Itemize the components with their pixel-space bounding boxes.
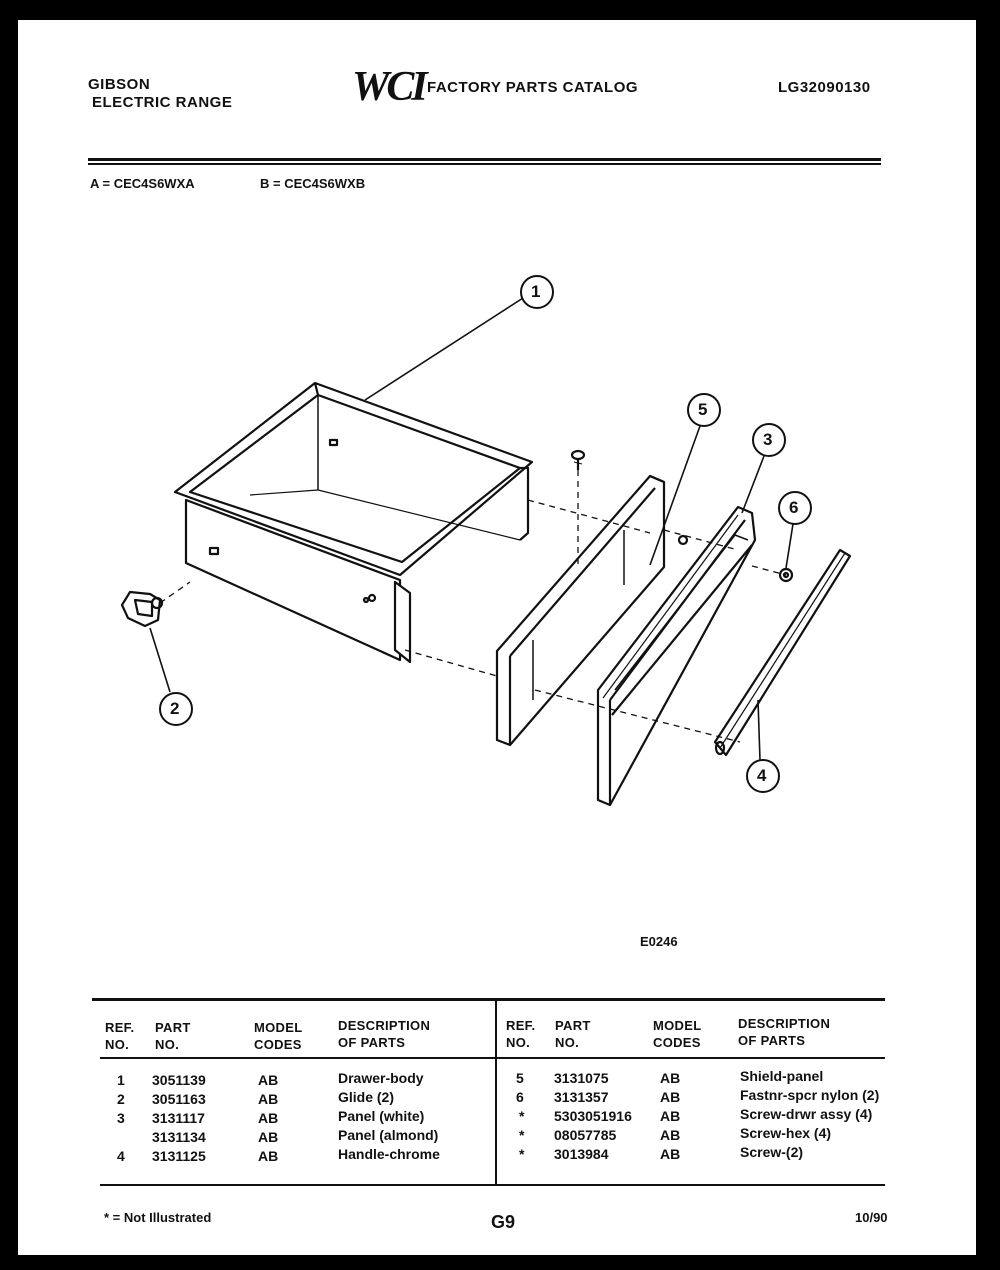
callout-label-5: 5 — [698, 400, 708, 419]
wci-logo: WCI — [352, 64, 425, 110]
model-a: A = CEC4S6WXA — [90, 176, 195, 191]
model-codes: AB — [258, 1072, 279, 1088]
part-no: 3013984 — [554, 1146, 609, 1162]
part-no: 3131117 — [152, 1110, 205, 1126]
part-no: 08057785 — [554, 1127, 617, 1143]
ref-no: 2 — [117, 1091, 125, 1107]
ref-no: * — [519, 1108, 525, 1124]
hdr-part-right: PART NO. — [555, 1018, 591, 1050]
part-description: Screw-(2) — [740, 1144, 804, 1160]
model-codes: AB — [660, 1108, 681, 1124]
part-description: Panel (white) — [338, 1108, 425, 1124]
part-description: Screw-drwr assy (4) — [740, 1106, 873, 1122]
ref-no: 4 — [117, 1148, 125, 1164]
part-no: 3131125 — [152, 1148, 206, 1164]
part-description: Handle-chrome — [338, 1146, 440, 1162]
part-no: 3131134 — [152, 1129, 206, 1145]
hdr-model-right: MODEL CODES — [653, 1018, 702, 1050]
brand-name: GIBSON — [88, 76, 151, 93]
table-bottom-rule — [100, 1184, 885, 1186]
catalog-title: FACTORY PARTS CATALOG — [427, 79, 639, 96]
part-description: Drawer-body — [338, 1070, 424, 1086]
part-description: Fastnr-spcr nylon (2) — [740, 1087, 880, 1103]
revision-date: 10/90 — [855, 1210, 888, 1225]
table-top-rule — [92, 998, 885, 1001]
ref-no: 6 — [516, 1089, 524, 1105]
model-b: B = CEC4S6WXB — [260, 176, 366, 191]
hdr-desc-right: DESCRIPTION OF PARTS — [738, 1016, 831, 1048]
model-codes: AB — [660, 1070, 681, 1086]
model-codes: AB — [660, 1127, 681, 1143]
ref-no: 1 — [117, 1072, 125, 1088]
ref-no: 5 — [516, 1070, 524, 1086]
fastener-part — [679, 536, 687, 544]
part-description: Panel (almond) — [338, 1127, 439, 1143]
model-codes: AB — [660, 1146, 681, 1162]
hdr-part-left: PART NO. — [155, 1020, 191, 1052]
hdr-model-left: MODEL CODES — [254, 1020, 303, 1052]
part-description: Screw-hex (4) — [740, 1125, 832, 1141]
part-no: 3051163 — [152, 1091, 206, 1107]
table-header-rule — [100, 1057, 885, 1059]
model-codes: AB — [258, 1129, 279, 1145]
not-illustrated-note: * = Not Illustrated — [104, 1210, 212, 1225]
model-codes: AB — [660, 1089, 681, 1105]
callout-label-3: 3 — [763, 430, 773, 449]
table-divider — [495, 1001, 497, 1184]
page-number: G9 — [491, 1212, 516, 1232]
part-description: Glide (2) — [338, 1089, 395, 1105]
figure-code: E0246 — [640, 934, 678, 949]
part-no: 3131357 — [554, 1089, 609, 1105]
drawer-body-part — [175, 383, 532, 662]
hdr-ref-left: REF. NO. — [105, 1020, 135, 1052]
model-codes: AB — [258, 1148, 279, 1164]
part-no: 5303051916 — [554, 1108, 632, 1124]
ref-no: 3 — [117, 1110, 125, 1126]
callout-label-4: 4 — [757, 766, 767, 785]
callout-label-6: 6 — [789, 498, 799, 517]
part-no: 3051139 — [152, 1072, 206, 1088]
model-codes: AB — [258, 1091, 279, 1107]
hdr-ref-right: REF. NO. — [506, 1018, 536, 1050]
part-no: 3131075 — [554, 1070, 609, 1086]
hdr-desc-left: DESCRIPTION OF PARTS — [338, 1018, 431, 1050]
callout-label-2: 2 — [170, 699, 180, 718]
screw-part — [572, 451, 584, 470]
model-codes: AB — [258, 1110, 279, 1126]
ref-no: * — [519, 1127, 525, 1143]
glide-part — [122, 592, 162, 626]
part-description: Shield-panel — [740, 1068, 824, 1084]
callout-label-1: 1 — [531, 282, 541, 301]
product-name: ELECTRIC RANGE — [92, 94, 233, 111]
ref-no: * — [519, 1146, 525, 1162]
catalog-number: LG32090130 — [778, 79, 871, 96]
